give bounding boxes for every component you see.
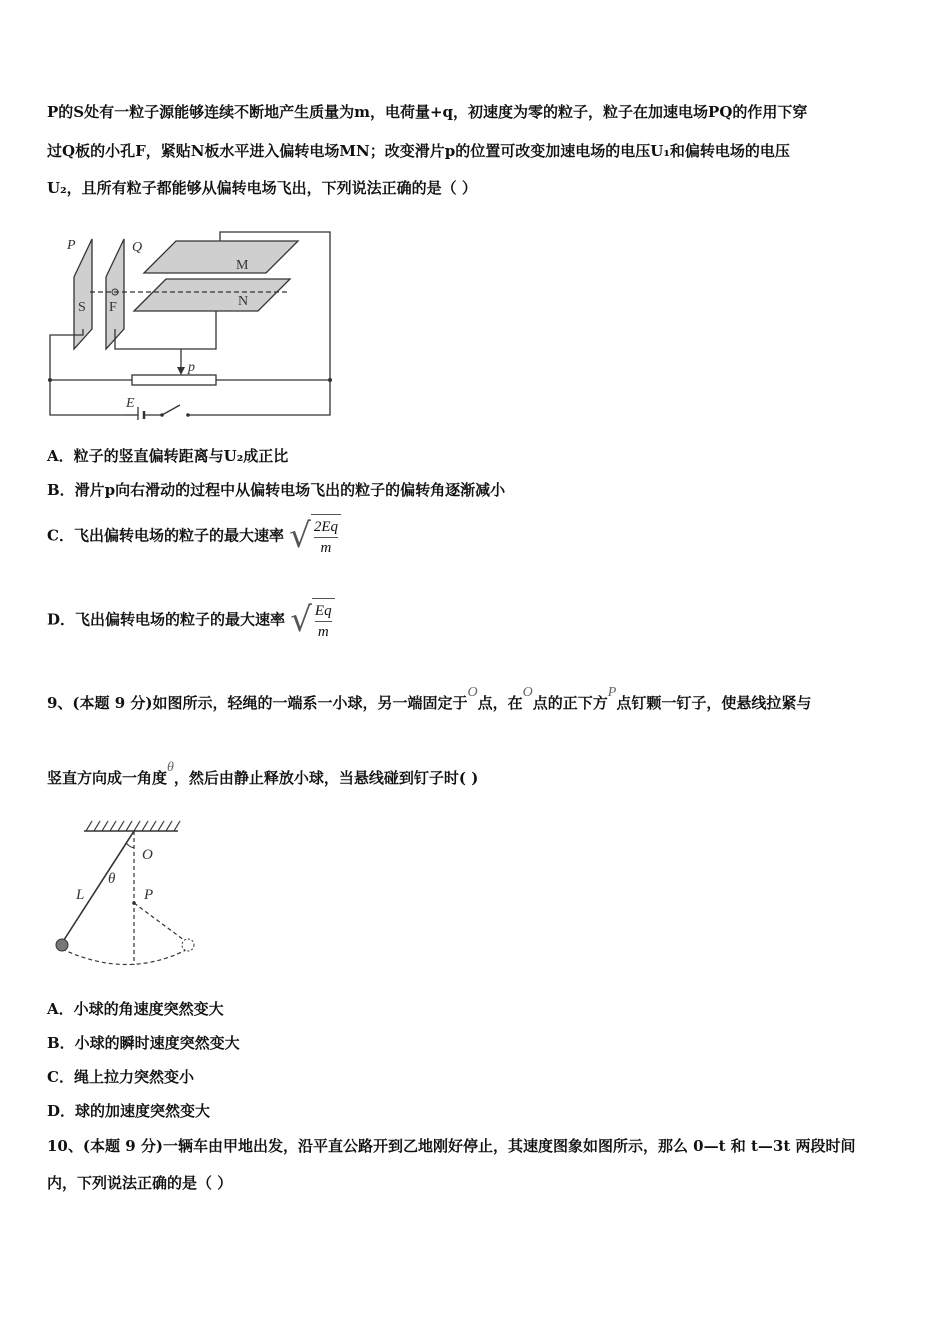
plate-m — [144, 241, 298, 273]
nail — [132, 901, 136, 905]
q10-line-2: 内，下列说法正确的是（ ） — [47, 1174, 233, 1192]
ceiling-hatch — [86, 821, 180, 831]
q8-line-1: P的S处有一粒子源能够连续不断地产生质量为m，电荷量+q，初速度为零的粒子，粒子在加速电场PQ的作用下穿 — [47, 103, 808, 121]
dashed-rope — [134, 903, 188, 943]
q9-option-a[interactable]: A．小球的角速度突然变大 — [47, 1000, 224, 1018]
q8-option-d-text: D．飞出偏转电场的粒子的最大速率 — [47, 610, 286, 629]
q9-theta: θ — [167, 760, 174, 775]
plate-n — [134, 279, 290, 311]
label-s: S — [78, 300, 86, 315]
ball-dashed — [182, 939, 194, 951]
q9-p: P — [607, 685, 617, 700]
label-f: F — [109, 300, 117, 315]
q9-o2: O — [522, 685, 533, 700]
q8-option-c[interactable] — [47, 514, 341, 559]
label-o: O — [142, 847, 153, 863]
q9-line-2: 竖直方向成一角度θ，然后由静止释放小球，当悬线碰到钉子时( ) — [47, 760, 479, 787]
q9-option-c[interactable]: C．绳上拉力突然变小 — [47, 1068, 194, 1086]
q8-option-c-formula: √ $\frac{2Eq}{m}$ — [289, 514, 341, 559]
label-p: P — [144, 887, 154, 903]
label-n: N — [238, 294, 249, 309]
label-p-plate: P — [67, 238, 76, 253]
q8-circuit-figure — [40, 225, 340, 420]
q8-option-b[interactable]: B．滑片p向右滑动的过程中从偏转电场飞出的粒子的偏转角逐渐减小 — [47, 481, 506, 499]
ball — [56, 939, 68, 951]
q9-option-b[interactable]: B．小球的瞬时速度突然变大 — [47, 1034, 240, 1052]
q8-option-a[interactable]: A．粒子的竖直偏转距离与U₂成正比 — [47, 447, 289, 465]
q8-option-d-denominator: m — [315, 621, 332, 642]
label-slider-p: p — [188, 360, 195, 375]
swing-arc — [62, 949, 188, 965]
q10-line-1: 10、(本题 9 分)一辆车由甲地出发，沿平直公路开到乙地刚好停止，其速度图象如图所示，那么 0—t 和 t—3t 两段时间 — [47, 1137, 856, 1155]
q8-option-c-text: C．飞出偏转电场的粒子的最大速率 — [47, 526, 284, 545]
q9-o1: O — [467, 685, 478, 700]
q9-pendulum-figure — [48, 815, 198, 975]
label-theta: θ — [108, 871, 116, 887]
rope — [62, 831, 134, 943]
rheostat — [132, 375, 216, 385]
q8-option-d[interactable] — [47, 598, 335, 643]
q9-line-1: 9、(本题 9 分)如图所示，轻绳的一端系一小球，另一端固定于O点，在O点的正下方P点钉颗一钉子，使悬线拉紧与 — [47, 685, 812, 712]
q8-option-d-numerator: Eq — [314, 603, 332, 619]
q8-option-d-formula: √ $\frac{Eq}{m}$ — [290, 598, 334, 643]
q9-option-d[interactable]: D．球的加速度突然变大 — [47, 1102, 211, 1120]
q8-line-3: U₂，且所有粒子都能够从偏转电场飞出，下列说法正确的是（ ） — [47, 179, 477, 197]
label-q-plate: Q — [132, 240, 143, 255]
slider-arrow — [177, 367, 185, 375]
q8-option-c-numerator: 2Eq — [313, 519, 339, 535]
switch-blade — [162, 405, 180, 415]
label-e: E — [126, 396, 135, 411]
q8-line-2: 过Q板的小孔F，紧贴N板水平进入偏转电场MN；改变滑片p的位置可改变加速电场的电压U₁和偏转电场的电压 — [47, 142, 790, 160]
label-l: L — [76, 887, 85, 903]
q8-option-c-denominator: m — [314, 537, 338, 558]
label-m: M — [236, 258, 249, 273]
